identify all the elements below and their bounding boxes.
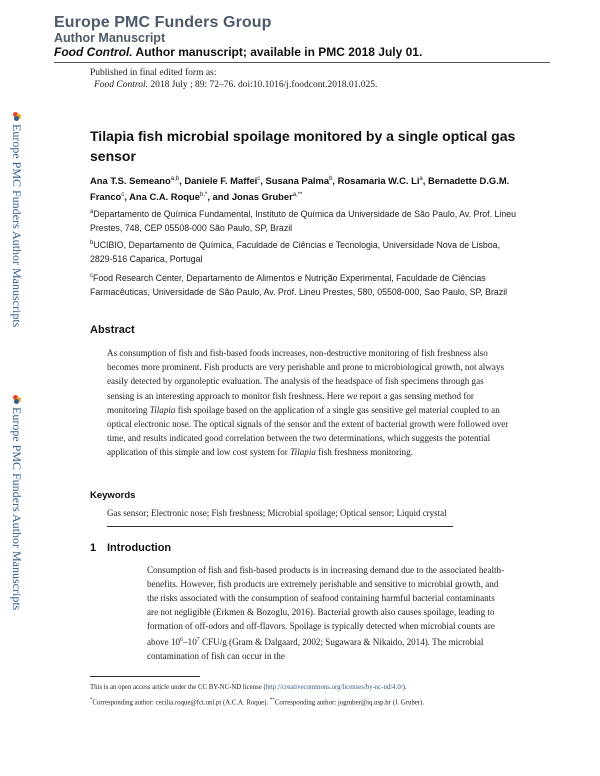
affiliation-marker: c bbox=[90, 273, 93, 279]
author-name: Bernadette D.G.M. Franco bbox=[90, 175, 510, 203]
license-footnote bbox=[90, 684, 407, 691]
abstract-body bbox=[107, 346, 512, 460]
author-sep: , bbox=[260, 175, 266, 187]
abstract-text: fish freshness monitoring. bbox=[315, 447, 413, 458]
corresponding-author-2: Corresponding author: jogruber@iq.usp.br (J. Gruber). bbox=[274, 699, 425, 707]
section-title: Introduction bbox=[107, 542, 172, 554]
author-sep: , bbox=[332, 175, 338, 187]
author-sep: , bbox=[124, 191, 130, 203]
author-name: Rosamaria W.C. Li bbox=[337, 175, 420, 187]
affiliation-text: Food Research Center, Departamento de Alimentos e Nutrição Experimental, Faculdade de Ciências Farmacêuticas, Universidade de São Paulo, Av. Prof. Lineu Prestes, 580, 05508-000, Sao Paulo, SP, Brazil bbox=[90, 272, 508, 297]
intro-text: –10 bbox=[183, 637, 197, 648]
license-link[interactable]: http://creativecommons.org/licenses/by-nc-nd/4.0/ bbox=[265, 684, 403, 691]
author-affil-sup: c bbox=[257, 176, 261, 182]
footnote-symbol: ** bbox=[269, 698, 275, 703]
footnote-symbol: * bbox=[90, 698, 93, 703]
author-manuscript-label: Author Manuscript bbox=[54, 31, 166, 45]
license-prefix: This is an open access article under the CC BY-NC-ND license ( bbox=[90, 684, 266, 691]
author-list bbox=[90, 172, 510, 204]
article-title: Tilapia fish microbial spoilage monitored by a single optical gas sensor bbox=[90, 128, 516, 164]
corresponding-footnote bbox=[90, 698, 424, 706]
exponent: 6 bbox=[180, 637, 184, 643]
published-label: Published in final edited form as: bbox=[90, 68, 217, 78]
author-name: Susana Palma bbox=[265, 175, 330, 187]
author-name: Ana T.S. Semeano bbox=[90, 175, 171, 187]
funders-group-title: Europe PMC Funders Group bbox=[54, 14, 272, 31]
author-affil-sup: b bbox=[329, 176, 333, 182]
author-affil-sup: b,* bbox=[199, 192, 208, 199]
availability-text: Author manuscript; available in PMC 2018 July 01. bbox=[132, 45, 423, 59]
introduction-heading bbox=[90, 542, 171, 554]
journal-name: Food Control. bbox=[54, 45, 133, 59]
header-divider bbox=[54, 62, 550, 63]
affiliation-text: UCIBIO, Departamento de Química, Faculdade de Ciências e Tecnologia, Universidade Nova de Lisboa, 2829-516 Caparica, Portugal bbox=[90, 239, 501, 264]
affiliation-c bbox=[90, 269, 520, 299]
sidebar-watermark-top bbox=[8, 112, 26, 412]
author-affil-sup: a,** bbox=[292, 192, 303, 199]
europe-pmc-logo-icon bbox=[13, 395, 21, 403]
intro-text: Consumption of fish and fish-based products is in increasing demand due to the associated health-benefits. However, fish products are extremely perishable and sensitive to microbial growth, and the risks associated with the consumption of seafood containing harmful bacterial contaminants are not negligible (Erkmen & Bozoglu, 2016). Bacterial growth also causes spoilage, leading to formation of off-odors and off-flavors. Spoilage is typically detected when microbial counts are above 10 bbox=[147, 565, 505, 648]
author-sep: , bbox=[179, 175, 185, 187]
sidebar-text: Europe PMC Funders Author Manuscripts bbox=[10, 407, 24, 611]
author-affil-sup: a,b bbox=[170, 176, 180, 182]
keywords-divider bbox=[107, 526, 453, 527]
exponent: 7 bbox=[196, 637, 200, 643]
publication-journal: Food Control. bbox=[94, 80, 149, 90]
keywords-heading: Keywords bbox=[90, 490, 136, 501]
affiliation-text: Departamento de Química Fundamental, Instituto de Química da Universidade de São Paulo, Av. Prof. Lineu Prestes, 748, CEP 05508-000 São Paulo, SP, Brazil bbox=[90, 208, 516, 233]
author-affil-sup: c bbox=[121, 192, 125, 199]
europe-pmc-logo-icon bbox=[13, 112, 21, 120]
sidebar-watermark-bottom bbox=[8, 395, 26, 695]
affiliation-a bbox=[90, 205, 520, 235]
affiliation-marker: b bbox=[90, 240, 94, 246]
license-suffix: ). bbox=[402, 684, 407, 691]
affiliation-b bbox=[90, 236, 520, 266]
abstract-heading: Abstract bbox=[90, 324, 135, 336]
author-name: Jonas Gruber bbox=[231, 191, 293, 203]
abstract-italic: Tilapia bbox=[290, 447, 316, 458]
publication-details bbox=[94, 80, 377, 90]
publication-citation: 2018 July ; 89: 72–76. doi:10.1016/j.foodcont.2018.01.025. bbox=[148, 80, 378, 90]
introduction-body bbox=[147, 563, 507, 663]
author-affil-sup: a bbox=[419, 176, 423, 182]
author-sep: , bbox=[422, 175, 428, 187]
journal-availability-line bbox=[54, 45, 422, 59]
corresponding-author-1: Corresponding author: cecilia.roque@fct.unl.pt (A.C.A. Roque). bbox=[92, 699, 269, 707]
section-number: 1 bbox=[90, 542, 97, 554]
author-sep: , and bbox=[207, 191, 232, 203]
affiliation-marker: a bbox=[90, 209, 94, 215]
sidebar-text: Europe PMC Funders Author Manuscripts bbox=[10, 124, 24, 328]
abstract-text: As consumption of fish and fish-based foods increases, non-destructive monitoring of fish freshness also becomes more prominent. Fish products are very perishable and prone to microbiological growth, not always easily detected by organoleptic evaluation. The analysis of the headspace of fish specimens through gas sensing is an interesting approach to monitor fish freshness. Here we report a gas sensing method for monitoring bbox=[107, 348, 504, 415]
author-name: Ana C.A. Roque bbox=[129, 191, 200, 203]
keywords-text: Gas sensor; Electronic nose; Fish freshness; Microbial spoilage; Optical sensor; Liquid crystal bbox=[107, 508, 447, 518]
author-name: Daniele F. Maffei bbox=[184, 175, 258, 187]
abstract-italic: Tilapia bbox=[149, 404, 176, 415]
footnote-divider bbox=[90, 676, 200, 677]
abstract-text: fish spoilage based on the application of a single gas sensitive gel material coupled to an optical electronic nose. The optical signals of the sensor and the extent of bacterial growth were followed over time, and results indicated good correlation between the two determinations, which suggests the potential application of this simple and low cost system for bbox=[107, 404, 509, 458]
intro-text: CFU/g (Gram & Dalgaard, 2002; Sugawara & Nikaido, 2014). The microbial contamination of fish can occur in the bbox=[147, 637, 484, 662]
